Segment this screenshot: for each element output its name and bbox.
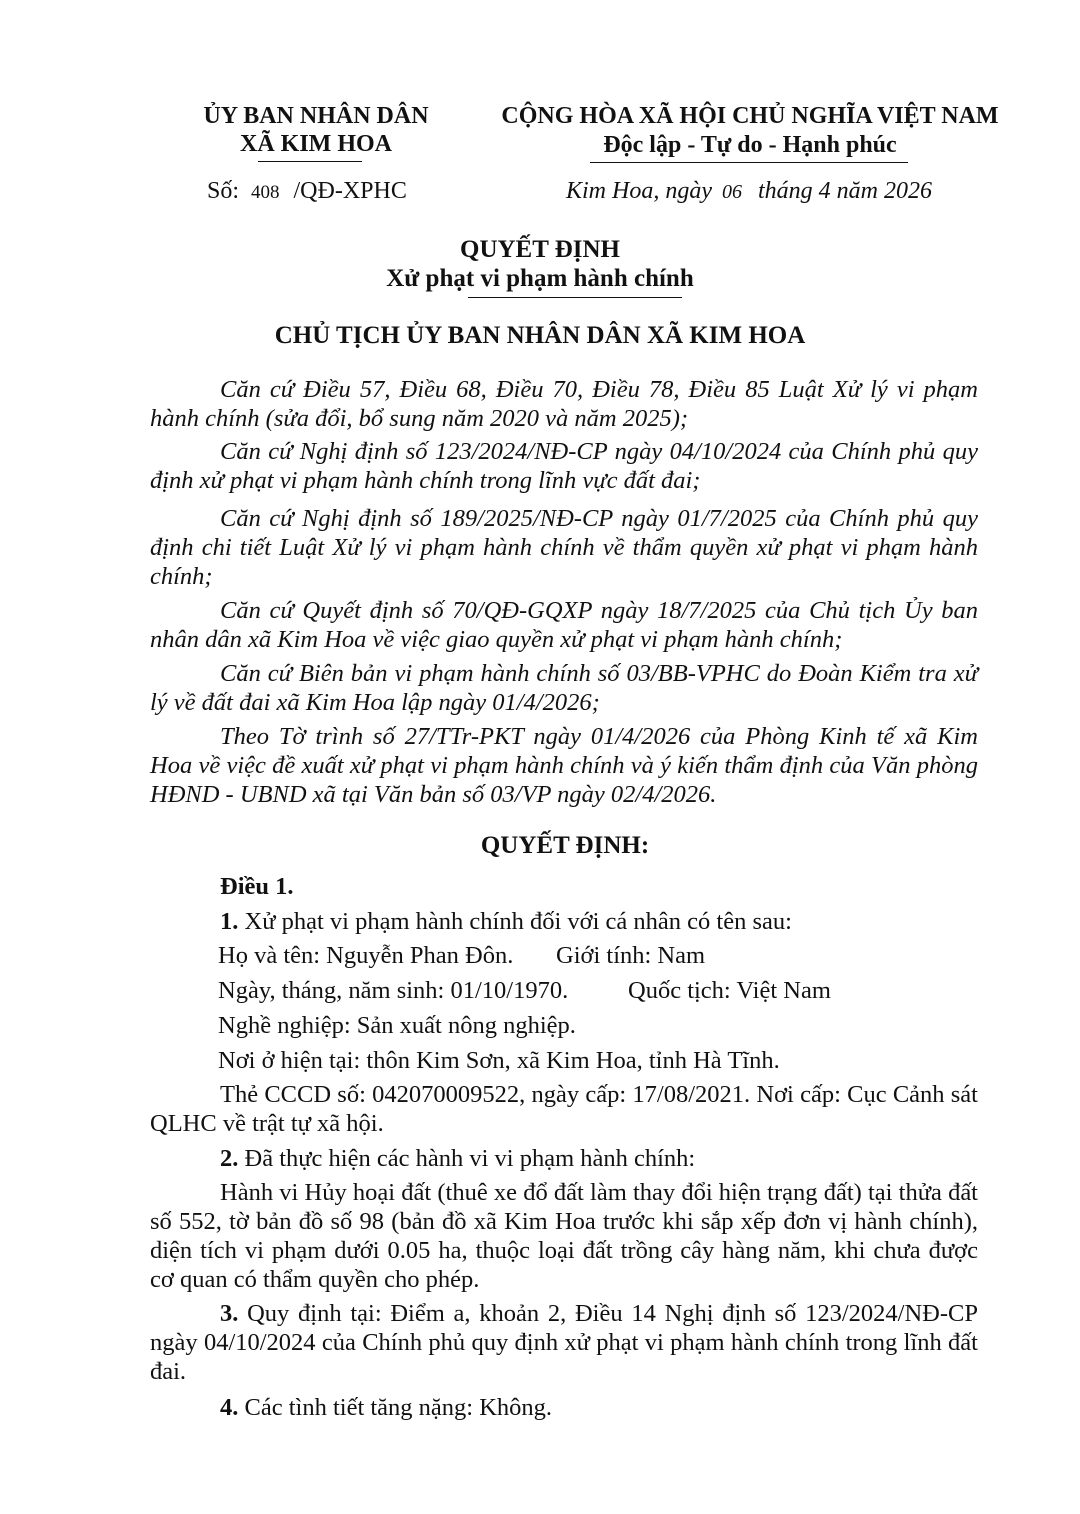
person-nationality: Quốc tịch: Việt Nam bbox=[628, 977, 831, 1004]
person-gender: Giới tính: Nam bbox=[556, 942, 706, 969]
item-4-text: Các tình tiết tăng nặng: Không. bbox=[238, 1394, 553, 1421]
agency-name-line1: ỦY BAN NHÂN DÂN bbox=[203, 103, 429, 129]
authority-heading: CHỦ TỊCH ỦY BAN NHÂN DÂN XÃ KIM HOA bbox=[274, 322, 806, 349]
article-1-item-4 bbox=[220, 1394, 552, 1422]
nation-name: CỘNG HÒA XÃ HỘI CHỦ NGHĨA VIỆT NAM bbox=[501, 103, 999, 129]
item-2-text: Đã thực hiện các hành vi vi phạm hành chính: bbox=[238, 1145, 696, 1172]
item-3-number: 3. bbox=[220, 1300, 239, 1327]
agency-underline bbox=[258, 161, 362, 162]
document-subtitle: Xử phạt vi phạm hành chính bbox=[386, 265, 694, 292]
decision-heading: QUYẾT ĐỊNH: bbox=[480, 832, 650, 859]
legal-basis-6: Theo Tờ trình số 27/TTr-PKT ngày 01/4/2026 của Phòng Kinh tế xã Kim Hoa về việc đề xuất xử phạt vi phạm hành chính và ý kiến thẩm định của Văn phòng HĐND - UBND xã tại Văn bản số 03/VP ngày 02/4/2026. bbox=[150, 723, 978, 808]
article-1-item-1 bbox=[220, 908, 792, 936]
person-dob: Ngày, tháng, năm sinh: 01/10/1970. bbox=[218, 977, 569, 1004]
date-day: 06 bbox=[722, 181, 742, 203]
person-residence: Nơi ở hiện tại: thôn Kim Sơn, xã Kim Hoa, tỉnh Hà Tĩnh. bbox=[218, 1047, 780, 1074]
legal-basis-1: Căn cứ Điều 57, Điều 68, Điều 70, Điều 78, Điều 85 Luật Xử lý vi phạm hành chính (sửa đổi, bổ sung năm 2020 và năm 2025); bbox=[150, 376, 978, 432]
date-suffix: tháng 4 năm 2026 bbox=[758, 178, 932, 204]
title-underline bbox=[468, 297, 682, 298]
person-name: Họ và tên: Nguyễn Phan Đôn. bbox=[218, 942, 514, 969]
document-title: QUYẾT ĐỊNH bbox=[460, 236, 620, 263]
item-1-text: Xử phạt vi phạm hành chính đối với cá nhân có tên sau: bbox=[238, 908, 792, 935]
item-2-number: 2. bbox=[220, 1145, 239, 1172]
legal-basis-4: Căn cứ Quyết định số 70/QĐ-GQXP ngày 18/7/2025 của Chủ tịch Ủy ban nhân dân xã Kim Hoa về việc giao quyền xử phạt vi phạm hành chính; bbox=[150, 597, 978, 653]
document-number bbox=[207, 178, 407, 205]
document-date bbox=[566, 178, 932, 205]
violation-description: Hành vi Hủy hoại đất (thuê xe đổ đất làm thay đổi hiện trạng đất) tại thửa đất số 552, tờ bản đồ số 98 (bản đồ xã Kim Hoa trước khi sắp xếp đơn vị hành chính), diện tích vi phạm dưới 0.05 ha, thuộc loại đất trồng cây hàng năm, khi chưa được cơ quan có thẩm quyền cho phép. bbox=[150, 1179, 978, 1293]
item-1-number: 1. bbox=[220, 908, 239, 935]
item-4-number: 4. bbox=[220, 1394, 239, 1421]
document-number-prefix: Số: bbox=[207, 178, 240, 204]
legal-basis-3: Căn cứ Nghị định số 189/2025/NĐ-CP ngày 01/7/2025 của Chính phủ quy định chi tiết Luật Xử lý vi phạm hành chính về thẩm quyền xử phạt vi phạm hành chính; bbox=[150, 505, 978, 590]
date-prefix: Kim Hoa, ngày bbox=[566, 178, 712, 204]
article-1-item-3 bbox=[150, 1299, 978, 1386]
article-1-heading: Điều 1. bbox=[220, 873, 294, 900]
motto-underline bbox=[590, 162, 908, 163]
agency-name-line2: XÃ KIM HOA bbox=[240, 131, 392, 157]
article-1-item-2 bbox=[220, 1145, 695, 1173]
document-number-value: 408 bbox=[251, 182, 280, 203]
national-motto: Độc lập - Tự do - Hạnh phúc bbox=[603, 132, 897, 158]
legal-basis-2: Căn cứ Nghị định số 123/2024/NĐ-CP ngày 04/10/2024 của Chính phủ quy định xử phạt vi phạm hành chính trong lĩnh vực đất đai; bbox=[150, 438, 978, 494]
person-id-card: Thẻ CCCD số: 042070009522, ngày cấp: 17/08/2021. Nơi cấp: Cục Cảnh sát QLHC về trật tự xã hội. bbox=[150, 1081, 978, 1137]
legal-basis-5: Căn cứ Biên bản vi phạm hành chính số 03/BB-VPHC do Đoàn Kiểm tra xử lý về đất đai xã Kim Hoa lập ngày 01/4/2026; bbox=[150, 660, 978, 716]
document-number-suffix: /QĐ-XPHC bbox=[293, 178, 407, 204]
person-occupation: Nghề nghiệp: Sản xuất nông nghiệp. bbox=[218, 1012, 576, 1039]
item-3-text: Quy định tại: Điểm a, khoản 2, Điều 14 Nghị định số 123/2024/NĐ-CP ngày 04/10/2024 của Chính phủ quy định xử phạt vi phạm hành chính trong lĩnh đất đai. bbox=[150, 1300, 978, 1385]
